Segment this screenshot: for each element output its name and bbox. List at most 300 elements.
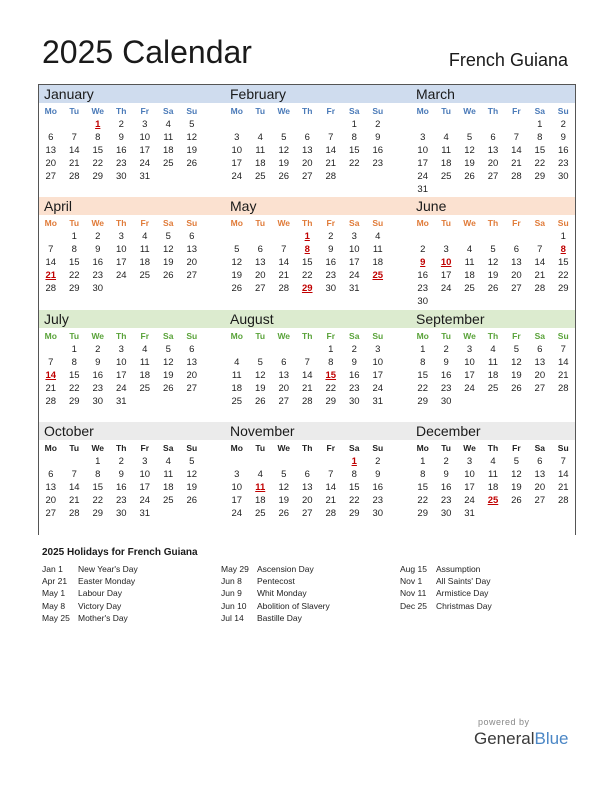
day-cell[interactable]: 24 — [440, 283, 452, 294]
day-cell[interactable]: 10 — [231, 482, 243, 493]
day-cell[interactable]: 10 — [139, 469, 151, 480]
day-cell[interactable]: 13 — [45, 482, 57, 493]
day-cell[interactable]: 4 — [443, 132, 449, 143]
day-cell[interactable]: 12 — [511, 357, 522, 368]
day-cell[interactable]: 11 — [139, 357, 150, 368]
day-cell[interactable]: 28 — [325, 508, 337, 519]
day-cell[interactable]: 29 — [417, 396, 428, 407]
day-cell[interactable]: 6 — [513, 244, 520, 255]
day-cell[interactable]: 26 — [487, 283, 499, 294]
holiday-day-cell[interactable]: 8 — [304, 244, 310, 255]
day-cell[interactable]: 11 — [163, 132, 174, 143]
day-cell[interactable]: 27 — [487, 171, 499, 182]
day-cell[interactable]: 8 — [328, 357, 334, 368]
day-cell[interactable]: 7 — [328, 469, 334, 480]
day-cell[interactable]: 15 — [92, 482, 104, 493]
day-cell[interactable]: 31 — [115, 396, 127, 407]
day-cell[interactable]: 2 — [328, 231, 334, 242]
day-cell[interactable]: 9 — [118, 132, 124, 143]
day-cell[interactable]: 16 — [115, 482, 127, 493]
day-cell[interactable]: 13 — [301, 482, 313, 493]
day-cell[interactable]: 2 — [95, 231, 101, 242]
day-cell[interactable]: 17 — [440, 270, 452, 281]
day-cell[interactable]: 5 — [513, 344, 520, 355]
day-cell[interactable]: 4 — [375, 231, 381, 242]
day-cell[interactable]: 22 — [68, 383, 80, 394]
day-cell[interactable]: 30 — [372, 508, 384, 519]
day-cell[interactable]: 12 — [162, 244, 174, 255]
day-cell[interactable]: 16 — [557, 145, 569, 156]
day-cell[interactable]: 21 — [325, 158, 337, 169]
day-cell[interactable]: 26 — [278, 171, 290, 182]
day-cell[interactable]: 11 — [441, 145, 452, 156]
day-cell[interactable]: 28 — [511, 171, 522, 182]
day-cell[interactable]: 25 — [139, 383, 151, 394]
day-cell[interactable]: 22 — [348, 495, 360, 506]
day-cell[interactable]: 10 — [417, 145, 428, 156]
day-cell[interactable]: 4 — [257, 132, 263, 143]
holiday-day-cell[interactable]: 25 — [487, 495, 499, 506]
day-cell[interactable]: 9 — [443, 469, 449, 480]
day-cell[interactable]: 21 — [301, 383, 313, 394]
day-cell[interactable]: 27 — [45, 171, 57, 182]
day-cell[interactable]: 1 — [328, 344, 334, 355]
day-cell[interactable]: 9 — [328, 244, 334, 255]
day-cell[interactable]: 8 — [420, 469, 426, 480]
day-cell[interactable]: 11 — [488, 469, 498, 480]
day-cell[interactable]: 24 — [348, 270, 360, 281]
day-cell[interactable]: 7 — [71, 469, 77, 480]
day-cell[interactable]: 2 — [443, 456, 449, 467]
day-cell[interactable]: 13 — [487, 145, 499, 156]
day-cell[interactable]: 9 — [443, 357, 449, 368]
day-cell[interactable]: 4 — [142, 344, 148, 355]
day-cell[interactable]: 5 — [257, 357, 263, 368]
day-cell[interactable]: 24 — [464, 495, 475, 506]
holiday-day-cell[interactable]: 8 — [560, 244, 566, 255]
day-cell[interactable]: 17 — [348, 257, 360, 268]
day-cell[interactable]: 16 — [92, 370, 104, 381]
day-cell[interactable]: 30 — [92, 396, 104, 407]
day-cell[interactable]: 21 — [534, 270, 546, 281]
day-cell[interactable]: 11 — [231, 370, 242, 381]
day-cell[interactable]: 26 — [511, 495, 522, 506]
day-cell[interactable]: 14 — [557, 357, 569, 368]
day-cell[interactable]: 19 — [162, 370, 174, 381]
day-cell[interactable]: 2 — [443, 344, 449, 355]
day-cell[interactable]: 27 — [301, 508, 313, 519]
day-cell[interactable]: 21 — [325, 495, 337, 506]
day-cell[interactable]: 12 — [278, 482, 290, 493]
day-cell[interactable]: 13 — [534, 469, 546, 480]
holiday-day-cell[interactable]: 29 — [301, 283, 313, 294]
day-cell[interactable]: 1 — [95, 456, 101, 467]
day-cell[interactable]: 17 — [139, 145, 151, 156]
day-cell[interactable]: 16 — [325, 257, 337, 268]
day-cell[interactable]: 23 — [440, 383, 452, 394]
day-cell[interactable]: 4 — [490, 344, 496, 355]
day-cell[interactable]: 4 — [234, 357, 240, 368]
day-cell[interactable]: 16 — [92, 257, 104, 268]
day-cell[interactable]: 5 — [513, 456, 520, 467]
day-cell[interactable]: 14 — [68, 145, 80, 156]
day-cell[interactable]: 24 — [372, 383, 384, 394]
day-cell[interactable]: 12 — [464, 145, 475, 156]
day-cell[interactable]: 18 — [254, 158, 266, 169]
day-cell[interactable]: 25 — [440, 171, 452, 182]
day-cell[interactable]: 14 — [278, 257, 290, 268]
day-cell[interactable]: 28 — [68, 171, 80, 182]
holiday-day-cell[interactable]: 21 — [45, 270, 57, 281]
day-cell[interactable]: 21 — [557, 482, 569, 493]
day-cell[interactable]: 7 — [328, 132, 334, 143]
day-cell[interactable]: 5 — [165, 344, 171, 355]
day-cell[interactable]: 7 — [48, 244, 54, 255]
day-cell[interactable]: 8 — [420, 357, 426, 368]
day-cell[interactable]: 10 — [115, 244, 127, 255]
day-cell[interactable]: 29 — [92, 508, 104, 519]
day-cell[interactable]: 9 — [375, 469, 381, 480]
day-cell[interactable]: 3 — [420, 132, 426, 143]
day-cell[interactable]: 18 — [231, 383, 243, 394]
day-cell[interactable]: 14 — [534, 257, 546, 268]
day-cell[interactable]: 6 — [189, 231, 195, 242]
day-cell[interactable]: 19 — [186, 145, 198, 156]
holiday-day-cell[interactable]: 11 — [255, 482, 266, 493]
day-cell[interactable]: 15 — [417, 370, 428, 381]
day-cell[interactable]: 22 — [325, 383, 337, 394]
day-cell[interactable]: 23 — [440, 495, 452, 506]
day-cell[interactable]: 25 — [162, 495, 174, 506]
day-cell[interactable]: 22 — [92, 158, 104, 169]
day-cell[interactable]: 19 — [278, 495, 290, 506]
day-cell[interactable]: 23 — [115, 495, 127, 506]
holiday-day-cell[interactable]: 15 — [325, 370, 337, 381]
day-cell[interactable]: 4 — [165, 119, 171, 130]
day-cell[interactable]: 2 — [420, 244, 426, 255]
day-cell[interactable]: 17 — [231, 495, 243, 506]
day-cell[interactable]: 25 — [254, 171, 266, 182]
day-cell[interactable]: 12 — [231, 257, 243, 268]
day-cell[interactable]: 1 — [560, 231, 566, 242]
day-cell[interactable]: 13 — [534, 357, 546, 368]
day-cell[interactable]: 30 — [325, 283, 337, 294]
day-cell[interactable]: 22 — [417, 495, 428, 506]
day-cell[interactable]: 29 — [348, 508, 360, 519]
day-cell[interactable]: 8 — [351, 132, 357, 143]
day-cell[interactable]: 21 — [68, 158, 80, 169]
day-cell[interactable]: 14 — [325, 145, 337, 156]
day-cell[interactable]: 20 — [487, 158, 499, 169]
day-cell[interactable]: 4 — [165, 456, 171, 467]
day-cell[interactable]: 3 — [466, 344, 473, 355]
day-cell[interactable]: 4 — [142, 231, 148, 242]
day-cell[interactable]: 25 — [231, 396, 243, 407]
day-cell[interactable]: 6 — [490, 132, 496, 143]
day-cell[interactable]: 31 — [372, 396, 384, 407]
day-cell[interactable]: 2 — [118, 119, 124, 130]
day-cell[interactable]: 28 — [45, 283, 57, 294]
day-cell[interactable]: 29 — [68, 396, 80, 407]
day-cell[interactable]: 3 — [375, 344, 381, 355]
day-cell[interactable]: 18 — [254, 495, 266, 506]
day-cell[interactable]: 26 — [254, 396, 266, 407]
day-cell[interactable]: 13 — [511, 257, 522, 268]
day-cell[interactable]: 16 — [440, 370, 452, 381]
day-cell[interactable]: 15 — [417, 482, 428, 493]
day-cell[interactable]: 27 — [301, 171, 313, 182]
day-cell[interactable]: 24 — [139, 158, 151, 169]
day-cell[interactable]: 22 — [348, 158, 360, 169]
day-cell[interactable]: 3 — [118, 231, 124, 242]
day-cell[interactable]: 30 — [440, 508, 452, 519]
day-cell[interactable]: 27 — [254, 283, 266, 294]
day-cell[interactable]: 28 — [45, 396, 57, 407]
day-cell[interactable]: 30 — [115, 508, 127, 519]
day-cell[interactable]: 5 — [490, 244, 496, 255]
day-cell[interactable]: 27 — [534, 495, 546, 506]
day-cell[interactable]: 20 — [45, 495, 57, 506]
day-cell[interactable]: 28 — [557, 383, 569, 394]
day-cell[interactable]: 25 — [487, 383, 499, 394]
day-cell[interactable]: 14 — [45, 257, 57, 268]
day-cell[interactable]: 2 — [351, 344, 357, 355]
day-cell[interactable]: 27 — [186, 270, 198, 281]
day-cell[interactable]: 23 — [557, 158, 569, 169]
day-cell[interactable]: 17 — [464, 370, 475, 381]
day-cell[interactable]: 11 — [163, 469, 174, 480]
day-cell[interactable]: 3 — [351, 231, 357, 242]
day-cell[interactable]: 12 — [278, 145, 290, 156]
day-cell[interactable]: 13 — [301, 145, 313, 156]
day-cell[interactable]: 18 — [487, 370, 499, 381]
day-cell[interactable]: 13 — [254, 257, 266, 268]
day-cell[interactable]: 20 — [186, 257, 198, 268]
day-cell[interactable]: 6 — [304, 132, 310, 143]
day-cell[interactable]: 9 — [95, 357, 101, 368]
day-cell[interactable]: 7 — [71, 132, 77, 143]
day-cell[interactable]: 20 — [511, 270, 522, 281]
day-cell[interactable]: 3 — [466, 456, 473, 467]
day-cell[interactable]: 4 — [257, 469, 263, 480]
day-cell[interactable]: 10 — [348, 244, 360, 255]
day-cell[interactable]: 1 — [420, 344, 426, 355]
day-cell[interactable]: 10 — [139, 132, 151, 143]
day-cell[interactable]: 31 — [464, 508, 475, 519]
day-cell[interactable]: 30 — [92, 283, 104, 294]
day-cell[interactable]: 18 — [139, 257, 151, 268]
day-cell[interactable]: 12 — [254, 370, 266, 381]
day-cell[interactable]: 16 — [372, 145, 384, 156]
day-cell[interactable]: 21 — [511, 158, 522, 169]
day-cell[interactable]: 27 — [534, 383, 546, 394]
day-cell[interactable]: 15 — [68, 257, 80, 268]
day-cell[interactable]: 5 — [281, 469, 287, 480]
day-cell[interactable]: 21 — [278, 270, 290, 281]
day-cell[interactable]: 8 — [351, 469, 357, 480]
day-cell[interactable]: 20 — [186, 370, 198, 381]
day-cell[interactable]: 17 — [115, 257, 127, 268]
day-cell[interactable]: 17 — [231, 158, 243, 169]
day-cell[interactable]: 18 — [162, 145, 174, 156]
day-cell[interactable]: 7 — [513, 132, 520, 143]
day-cell[interactable]: 5 — [466, 132, 473, 143]
day-cell[interactable]: 30 — [417, 296, 428, 307]
day-cell[interactable]: 29 — [534, 171, 546, 182]
day-cell[interactable]: 20 — [278, 383, 290, 394]
day-cell[interactable]: 17 — [417, 158, 428, 169]
day-cell[interactable]: 24 — [464, 383, 475, 394]
day-cell[interactable]: 16 — [440, 482, 452, 493]
day-cell[interactable]: 23 — [417, 283, 428, 294]
day-cell[interactable]: 8 — [537, 132, 543, 143]
day-cell[interactable]: 6 — [257, 244, 263, 255]
holiday-day-cell[interactable]: 1 — [304, 231, 310, 242]
day-cell[interactable]: 2 — [375, 119, 381, 130]
day-cell[interactable]: 21 — [68, 495, 80, 506]
day-cell[interactable]: 30 — [440, 396, 452, 407]
day-cell[interactable]: 16 — [348, 370, 360, 381]
day-cell[interactable]: 11 — [139, 244, 150, 255]
day-cell[interactable]: 9 — [118, 469, 124, 480]
day-cell[interactable]: 27 — [278, 396, 290, 407]
day-cell[interactable]: 10 — [115, 357, 127, 368]
day-cell[interactable]: 16 — [115, 145, 127, 156]
holiday-day-cell[interactable]: 1 — [351, 456, 357, 467]
day-cell[interactable]: 12 — [186, 469, 198, 480]
day-cell[interactable]: 25 — [254, 508, 266, 519]
day-cell[interactable]: 28 — [301, 396, 313, 407]
day-cell[interactable]: 5 — [165, 231, 171, 242]
day-cell[interactable]: 3 — [234, 469, 240, 480]
day-cell[interactable]: 24 — [417, 171, 428, 182]
day-cell[interactable]: 23 — [325, 270, 337, 281]
day-cell[interactable]: 1 — [351, 119, 357, 130]
day-cell[interactable]: 20 — [534, 482, 546, 493]
day-cell[interactable]: 8 — [95, 469, 101, 480]
day-cell[interactable]: 4 — [490, 456, 496, 467]
day-cell[interactable]: 7 — [560, 344, 566, 355]
day-cell[interactable]: 30 — [348, 396, 360, 407]
day-cell[interactable]: 22 — [534, 158, 546, 169]
day-cell[interactable]: 25 — [162, 158, 174, 169]
holiday-day-cell[interactable]: 14 — [45, 370, 57, 381]
day-cell[interactable]: 27 — [45, 508, 57, 519]
day-cell[interactable]: 23 — [92, 270, 104, 281]
day-cell[interactable]: 25 — [139, 270, 151, 281]
day-cell[interactable]: 19 — [254, 383, 266, 394]
day-cell[interactable]: 22 — [557, 270, 569, 281]
day-cell[interactable]: 17 — [139, 482, 151, 493]
day-cell[interactable]: 6 — [48, 469, 54, 480]
day-cell[interactable]: 14 — [557, 469, 569, 480]
day-cell[interactable]: 18 — [487, 482, 499, 493]
day-cell[interactable]: 19 — [186, 482, 198, 493]
day-cell[interactable]: 2 — [375, 456, 381, 467]
holiday-day-cell[interactable]: 9 — [420, 257, 426, 268]
day-cell[interactable]: 20 — [534, 370, 546, 381]
day-cell[interactable]: 22 — [92, 495, 104, 506]
day-cell[interactable]: 19 — [511, 370, 522, 381]
day-cell[interactable]: 18 — [162, 482, 174, 493]
day-cell[interactable]: 11 — [464, 257, 475, 268]
day-cell[interactable]: 23 — [348, 383, 360, 394]
day-cell[interactable]: 29 — [92, 171, 104, 182]
day-cell[interactable]: 28 — [534, 283, 546, 294]
brand-logo[interactable] — [474, 729, 569, 749]
day-cell[interactable]: 9 — [95, 244, 101, 255]
day-cell[interactable]: 23 — [115, 158, 127, 169]
day-cell[interactable]: 26 — [231, 283, 243, 294]
day-cell[interactable]: 22 — [68, 270, 80, 281]
day-cell[interactable]: 8 — [95, 132, 101, 143]
holiday-day-cell[interactable]: 25 — [372, 270, 384, 281]
day-cell[interactable]: 1 — [537, 119, 543, 130]
day-cell[interactable]: 19 — [464, 158, 475, 169]
day-cell[interactable]: 3 — [443, 244, 449, 255]
day-cell[interactable]: 25 — [464, 283, 475, 294]
day-cell[interactable]: 20 — [45, 158, 57, 169]
day-cell[interactable]: 31 — [139, 171, 151, 182]
day-cell[interactable]: 31 — [139, 508, 151, 519]
day-cell[interactable]: 13 — [186, 357, 198, 368]
day-cell[interactable]: 7 — [281, 244, 287, 255]
day-cell[interactable]: 29 — [68, 283, 80, 294]
day-cell[interactable]: 26 — [511, 383, 522, 394]
day-cell[interactable]: 18 — [440, 158, 452, 169]
day-cell[interactable]: 15 — [348, 145, 360, 156]
day-cell[interactable]: 17 — [464, 482, 475, 493]
day-cell[interactable]: 3 — [142, 119, 148, 130]
day-cell[interactable]: 26 — [278, 508, 290, 519]
day-cell[interactable]: 9 — [351, 357, 357, 368]
day-cell[interactable]: 16 — [372, 482, 384, 493]
day-cell[interactable]: 2 — [95, 344, 101, 355]
day-cell[interactable]: 19 — [511, 482, 522, 493]
day-cell[interactable]: 21 — [45, 383, 57, 394]
day-cell[interactable]: 31 — [417, 184, 428, 195]
day-cell[interactable]: 10 — [464, 357, 475, 368]
day-cell[interactable]: 28 — [557, 495, 569, 506]
day-cell[interactable]: 1 — [71, 231, 77, 242]
day-cell[interactable]: 23 — [372, 495, 384, 506]
day-cell[interactable]: 30 — [115, 171, 127, 182]
day-cell[interactable]: 20 — [301, 158, 313, 169]
day-cell[interactable]: 26 — [162, 270, 174, 281]
day-cell[interactable]: 1 — [420, 456, 426, 467]
day-cell[interactable]: 3 — [234, 132, 240, 143]
day-cell[interactable]: 10 — [372, 357, 384, 368]
day-cell[interactable]: 19 — [487, 270, 499, 281]
day-cell[interactable]: 14 — [325, 482, 337, 493]
day-cell[interactable]: 29 — [417, 508, 428, 519]
holiday-day-cell[interactable]: 10 — [440, 257, 452, 268]
day-cell[interactable]: 12 — [511, 469, 522, 480]
day-cell[interactable]: 6 — [48, 132, 54, 143]
day-cell[interactable]: 30 — [557, 171, 569, 182]
day-cell[interactable]: 23 — [372, 158, 384, 169]
day-cell[interactable]: 16 — [417, 270, 428, 281]
day-cell[interactable]: 28 — [68, 508, 80, 519]
day-cell[interactable]: 7 — [560, 456, 566, 467]
day-cell[interactable]: 5 — [281, 132, 287, 143]
day-cell[interactable]: 15 — [68, 370, 80, 381]
day-cell[interactable]: 15 — [348, 482, 360, 493]
day-cell[interactable]: 13 — [45, 145, 57, 156]
day-cell[interactable]: 22 — [417, 383, 428, 394]
day-cell[interactable]: 12 — [186, 132, 198, 143]
day-cell[interactable]: 10 — [231, 145, 243, 156]
